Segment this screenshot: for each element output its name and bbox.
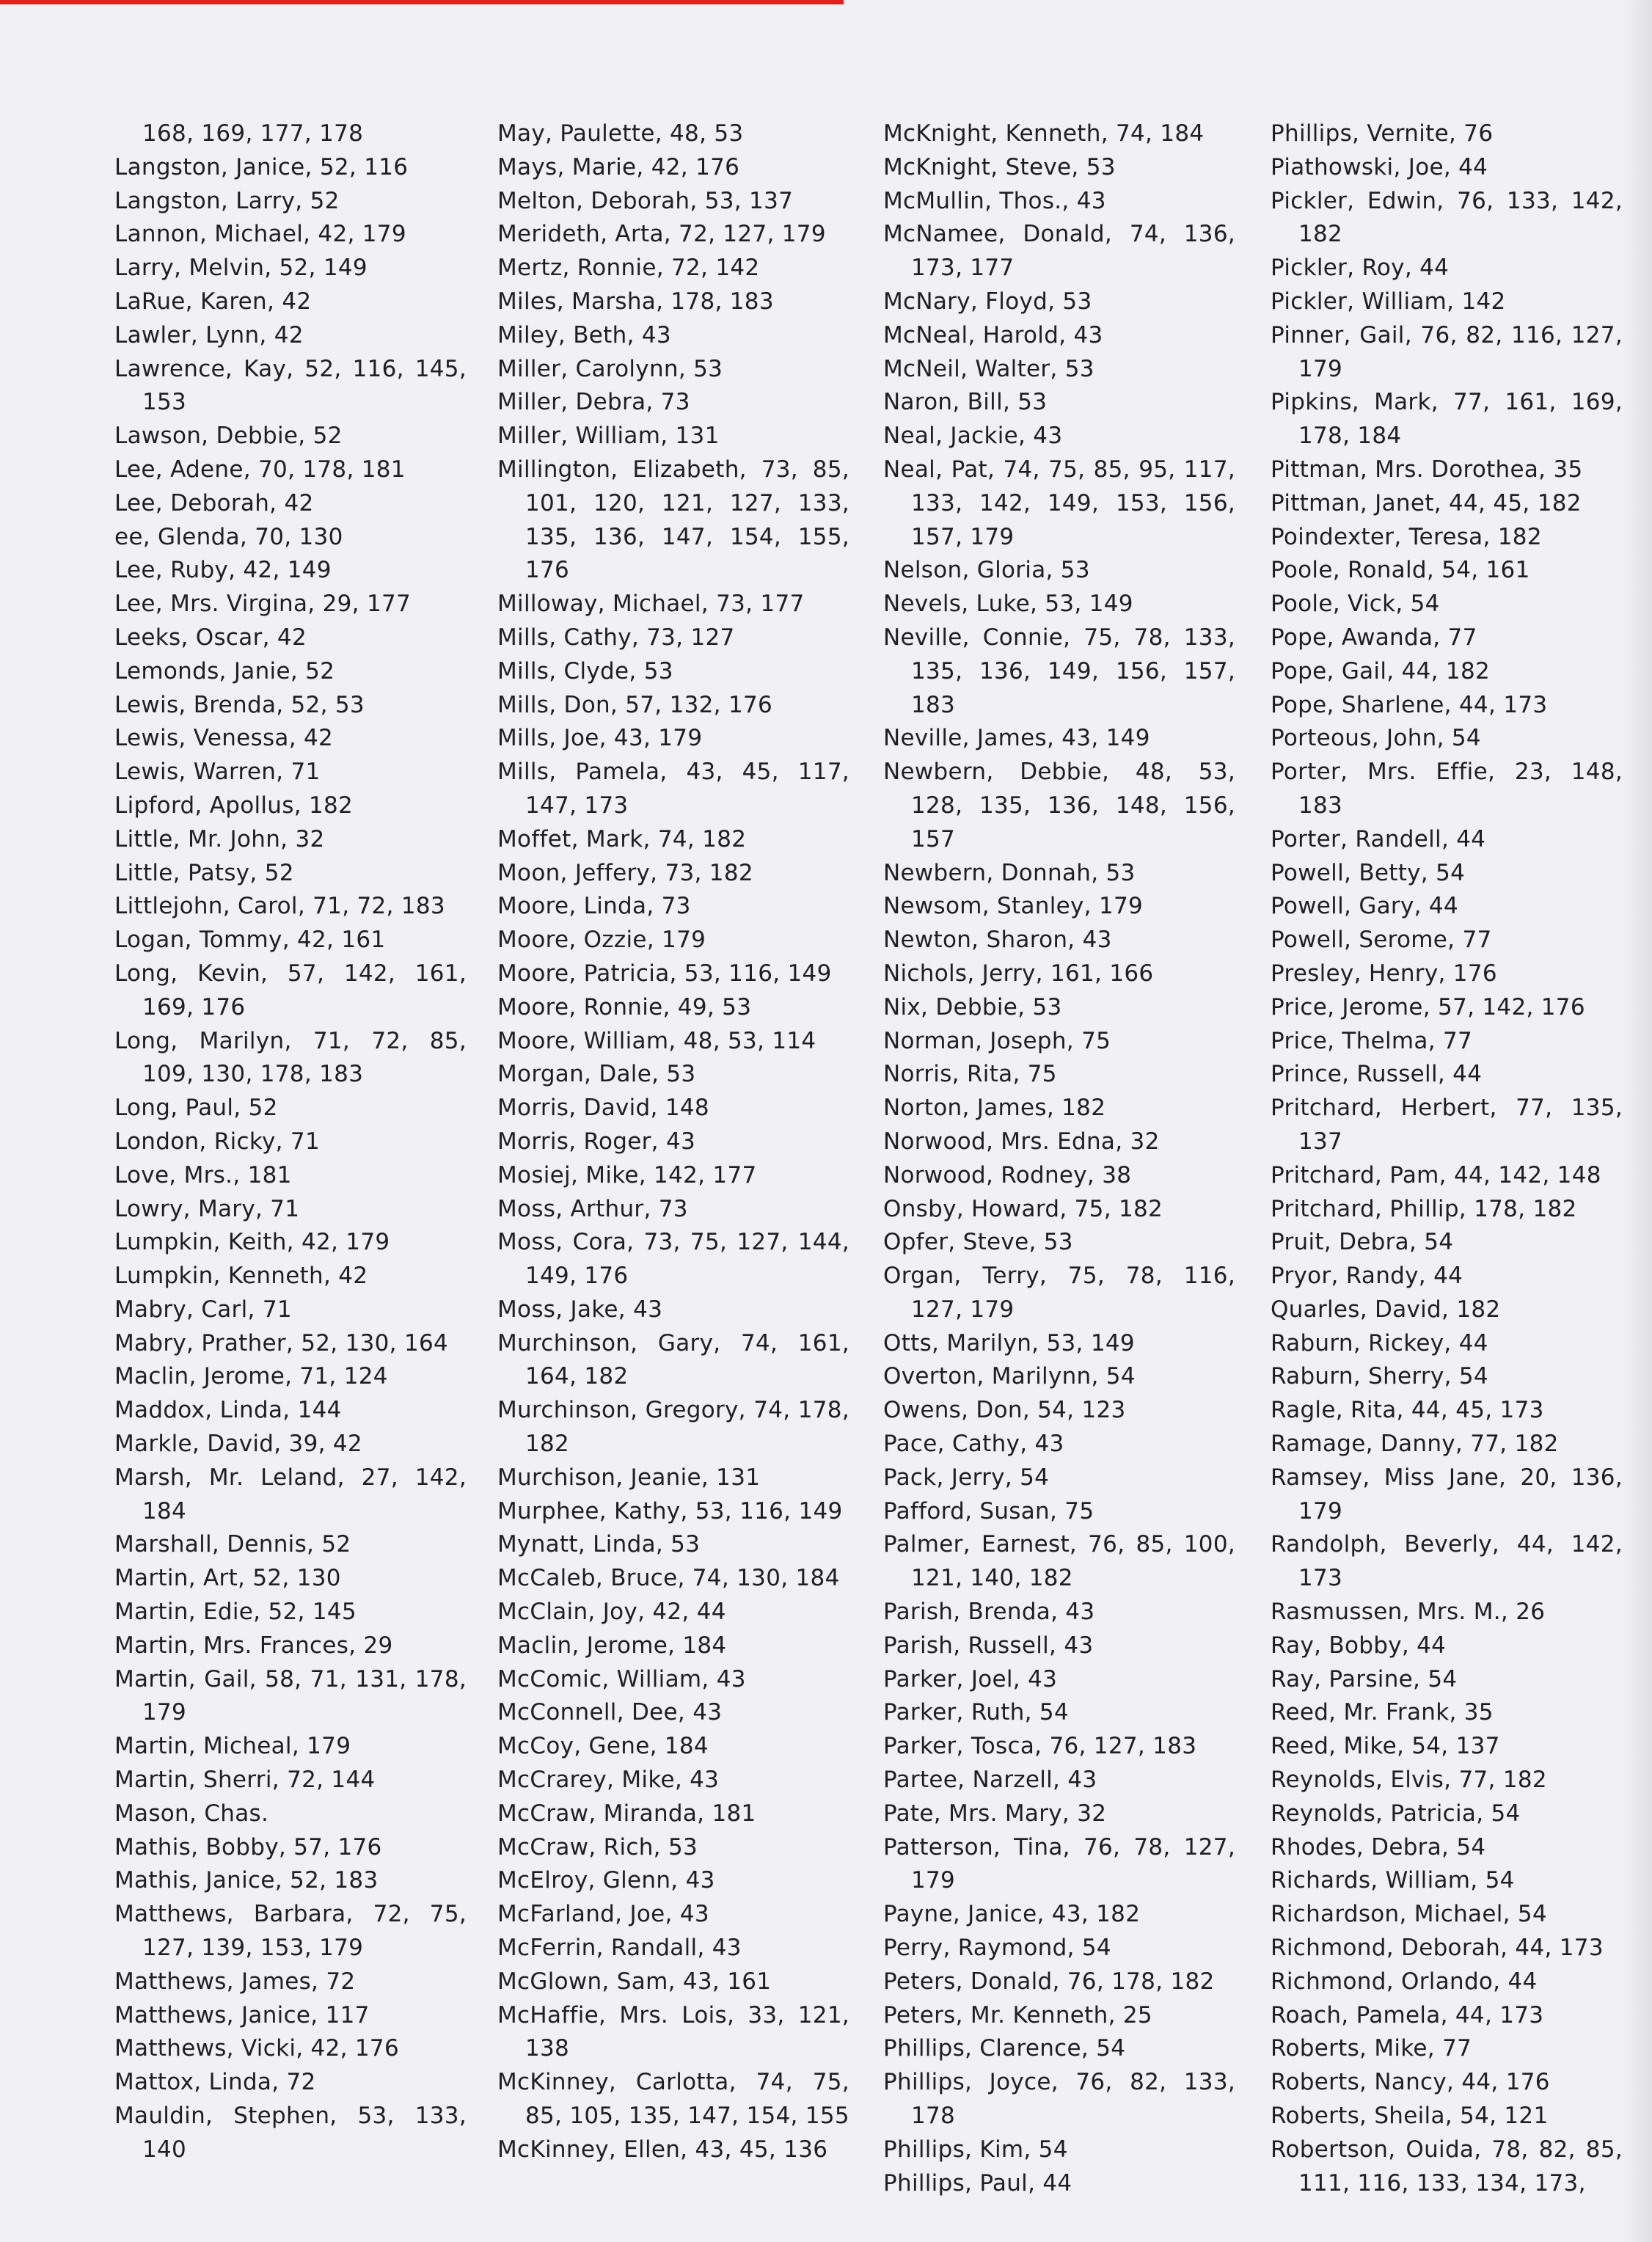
index-entry: May, Paulette, 48, 53 <box>497 120 744 147</box>
index-entry: Merideth, Arta, 72, 127, 179 <box>497 221 826 248</box>
index-entry: 168, 169, 177, 178 <box>142 120 364 147</box>
index-entry: Pritchard, Phillip, 178, 182 <box>1271 1195 1577 1222</box>
index-entry: Phillips, Clarence, 54 <box>883 2035 1126 2062</box>
index-entry: Porter, Mrs. Effie, 23, 148, 183 <box>1271 759 1623 819</box>
index-entry: Morris, David, 148 <box>497 1095 709 1122</box>
index-entry: McCaleb, Bruce, 74, 130, 184 <box>497 1565 840 1592</box>
index-entry: Ramage, Danny, 77, 182 <box>1271 1431 1559 1458</box>
index-column-2 <box>497 117 849 2167</box>
index-entry: Parker, Joel, 43 <box>883 1665 1058 1693</box>
index-entry: Newbern, Debbie, 48, 53, 128, 135, 136, 148, 156, 157 <box>883 759 1235 852</box>
index-entry: Moon, Jeffery, 73, 182 <box>497 859 753 886</box>
index-entry: Roberts, Sheila, 54, 121 <box>1271 2103 1549 2130</box>
index-entry: Opfer, Steve, 53 <box>883 1229 1073 1256</box>
index-entry: Martin, Micheal, 179 <box>114 1733 351 1760</box>
index-entry: Mabry, Carl, 71 <box>114 1296 292 1323</box>
index-entry: Morris, Roger, 43 <box>497 1128 695 1155</box>
index-entry: Miley, Beth, 43 <box>497 321 671 348</box>
index-entry: McMullin, Thos., 43 <box>883 187 1106 214</box>
index-entry: Newsom, Stanley, 179 <box>883 893 1144 920</box>
index-entry: Palmer, Earnest, 76, 85, 100, 121, 140, 182 <box>883 1531 1235 1592</box>
index-entry: Pope, Sharlene, 44, 173 <box>1271 691 1548 718</box>
index-entry: Mauldin, Stephen, 53, 133, 140 <box>114 2103 467 2163</box>
index-entry: Lipford, Apollus, 182 <box>114 792 354 819</box>
index-entry: Phillips, Paul, 44 <box>883 2169 1072 2197</box>
index-entry: Presley, Henry, 176 <box>1271 960 1497 987</box>
index-entry: Pritchard, Pam, 44, 142, 148 <box>1271 1161 1601 1188</box>
index-entry: Pack, Jerry, 54 <box>883 1464 1050 1491</box>
index-entry: Love, Mrs., 181 <box>114 1161 292 1188</box>
index-entry: Murchinson, Gregory, 74, 178, 182 <box>497 1397 849 1458</box>
index-entry: Mills, Cathy, 73, 127 <box>497 624 735 651</box>
index-entry: Long, Paul, 52 <box>114 1095 278 1122</box>
top-edge-stripe <box>0 0 844 4</box>
index-entry: Peters, Donald, 76, 178, 182 <box>883 1968 1215 1995</box>
index-entry: Martin, Art, 52, 130 <box>114 1565 341 1592</box>
index-entry: Moss, Arthur, 73 <box>497 1195 688 1222</box>
index-entry: Mason, Chas. <box>114 1800 269 1827</box>
index-entry: McKinney, Carlotta, 74, 75, 85, 105, 135, 147, 154, 155 <box>497 2069 849 2130</box>
index-entry: Patterson, Tina, 76, 78, 127, 179 <box>883 1833 1235 1894</box>
index-entry: Newton, Sharon, 43 <box>883 927 1112 954</box>
index-entry: Lee, Mrs. Virgina, 29, 177 <box>114 591 412 618</box>
index-entry: Partee, Narzell, 43 <box>883 1767 1097 1794</box>
index-entry: Piathowski, Joe, 44 <box>1271 153 1488 180</box>
index-entry: Poole, Ronald, 54, 161 <box>1271 557 1530 584</box>
index-entry: Lemonds, Janie, 52 <box>114 657 335 684</box>
index-entry: Robertson, Ouida, 78, 82, 85, 111, 116, 133, 134, 173, <box>1271 2136 1623 2197</box>
index-entry: Phillips, Kim, 54 <box>883 2136 1068 2163</box>
index-entry: Lee, Adene, 70, 178, 181 <box>114 456 406 483</box>
index-entry: Quarles, David, 182 <box>1271 1296 1501 1323</box>
index-entry: Mays, Marie, 42, 176 <box>497 153 740 180</box>
index-entry: Naron, Bill, 53 <box>883 389 1048 416</box>
index-entry: Miller, Debra, 73 <box>497 389 690 416</box>
index-entry: Neville, Connie, 75, 78, 133, 135, 136, 149, 156, 157, 183 <box>883 624 1235 718</box>
index-entry: LaRue, Karen, 42 <box>114 288 312 315</box>
index-entry: Lewis, Brenda, 52, 53 <box>114 691 365 718</box>
index-entry: Norwood, Mrs. Edna, 32 <box>883 1128 1160 1155</box>
page-edge-shadow <box>1623 0 1652 2242</box>
index-entry: McNamee, Donald, 74, 136, 173, 177 <box>883 221 1235 282</box>
index-entry: Lawrence, Kay, 52, 116, 145, 153 <box>114 355 467 416</box>
index-entry: Peters, Mr. Kenneth, 25 <box>883 2001 1152 2029</box>
index-entry: Lewis, Warren, 71 <box>114 759 321 786</box>
index-entry: Raburn, Rickey, 44 <box>1271 1329 1488 1356</box>
index-entry: Neal, Jackie, 43 <box>883 423 1063 450</box>
index-entry: McConnell, Dee, 43 <box>497 1699 723 1726</box>
index-entry: Porter, Randell, 44 <box>1271 825 1486 852</box>
index-entry: Roberts, Mike, 77 <box>1271 2035 1472 2062</box>
index-entry: Otts, Marilyn, 53, 149 <box>883 1329 1135 1356</box>
index-entry: Price, Thelma, 77 <box>1271 1027 1473 1054</box>
index-entry: Long, Marilyn, 71, 72, 85, 109, 130, 178, 183 <box>114 1027 467 1088</box>
index-entry: Lawson, Debbie, 52 <box>114 423 343 450</box>
index-entry: Pritchard, Herbert, 77, 135, 137 <box>1271 1095 1623 1155</box>
index-entry: Richmond, Deborah, 44, 173 <box>1271 1935 1604 1962</box>
index-entry: Mabry, Prather, 52, 130, 164 <box>114 1329 449 1356</box>
index-entry: Marshall, Dennis, 52 <box>114 1531 351 1558</box>
index-entry: London, Ricky, 71 <box>114 1128 320 1155</box>
index-entry: Long, Kevin, 57, 142, 161, 169, 176 <box>114 960 467 1020</box>
index-entry: Reynolds, Elvis, 77, 182 <box>1271 1767 1547 1794</box>
index-entry: Roach, Pamela, 44, 173 <box>1271 2001 1544 2029</box>
index-entry: Ragle, Rita, 44, 45, 173 <box>1271 1397 1544 1424</box>
index-entry: McNary, Floyd, 53 <box>883 288 1092 315</box>
index-entry: Pryor, Randy, 44 <box>1271 1263 1463 1290</box>
index-entry: Perry, Raymond, 54 <box>883 1935 1111 1962</box>
index-entry: Mills, Joe, 43, 179 <box>497 725 703 752</box>
index-entry: Rasmussen, Mrs. M., 26 <box>1271 1599 1546 1626</box>
index-entry: Price, Jerome, 57, 142, 176 <box>1271 993 1585 1020</box>
index-entry: Pickler, Roy, 44 <box>1271 255 1450 282</box>
index-entry: Melton, Deborah, 53, 137 <box>497 187 794 214</box>
index-entry: Martin, Mrs. Frances, 29 <box>114 1632 393 1659</box>
index-entry: Lowry, Mary, 71 <box>114 1195 300 1222</box>
index-entry: Owens, Don, 54, 123 <box>883 1397 1126 1424</box>
index-entry: Pinner, Gail, 76, 82, 116, 127, 179 <box>1271 321 1623 382</box>
index-entry: Phillips, Joyce, 76, 82, 133, 178 <box>883 2069 1235 2130</box>
index-entry: Parish, Russell, 43 <box>883 1632 1094 1659</box>
index-entry: Poindexter, Teresa, 182 <box>1271 523 1542 550</box>
index-entry: Mynatt, Linda, 53 <box>497 1531 701 1558</box>
index-entry: Richmond, Orlando, 44 <box>1271 1968 1538 1995</box>
index-entry: Mattox, Linda, 72 <box>114 2069 316 2096</box>
index-entry: Powell, Betty, 54 <box>1271 859 1466 886</box>
index-entry: Norman, Joseph, 75 <box>883 1027 1111 1054</box>
index-entry: Larry, Melvin, 52, 149 <box>114 255 368 282</box>
index-entry: ee, Glenda, 70, 130 <box>114 523 343 550</box>
index-entry: Pope, Awanda, 77 <box>1271 624 1477 651</box>
index-entry: McFerrin, Randall, 43 <box>497 1935 742 1962</box>
index-entry: McNeal, Harold, 43 <box>883 321 1103 348</box>
index-entry: Leeks, Oscar, 42 <box>114 624 307 651</box>
index-entry: Richards, William, 54 <box>1271 1867 1515 1894</box>
index-entry: Payne, Janice, 43, 182 <box>883 1901 1141 1928</box>
index-entry: McCrarey, Mike, 43 <box>497 1767 720 1794</box>
index-entry: Little, Patsy, 52 <box>114 859 294 886</box>
index-entry: Norwood, Rodney, 38 <box>883 1161 1132 1188</box>
index-entry: Nevels, Luke, 53, 149 <box>883 591 1133 618</box>
index-entry: Mills, Clyde, 53 <box>497 657 673 684</box>
index-entry: Phillips, Vernite, 76 <box>1271 120 1494 147</box>
index-entry: Maddox, Linda, 144 <box>114 1397 342 1424</box>
index-entry: Ray, Parsine, 54 <box>1271 1665 1458 1693</box>
index-entry: McKnight, Kenneth, 74, 184 <box>883 120 1205 147</box>
index-entry: Miles, Marsha, 178, 183 <box>497 288 774 315</box>
index-entry: McCraw, Miranda, 181 <box>497 1800 756 1827</box>
index-entry: Pruit, Debra, 54 <box>1271 1229 1454 1256</box>
index-entry: Moss, Jake, 43 <box>497 1296 663 1323</box>
index-entry: Mills, Don, 57, 132, 176 <box>497 691 773 718</box>
index-entry: Miller, Carolynn, 53 <box>497 355 723 382</box>
index-entry: Matthews, Vicki, 42, 176 <box>114 2035 399 2062</box>
index-entry: Martin, Gail, 58, 71, 131, 178, 179 <box>114 1665 467 1726</box>
index-entry: Pate, Mrs. Mary, 32 <box>883 1800 1107 1827</box>
index-entry: McHaffie, Mrs. Lois, 33, 121, 138 <box>497 2001 849 2062</box>
index-entry: Moore, William, 48, 53, 114 <box>497 1027 816 1054</box>
index-entry: Parker, Ruth, 54 <box>883 1699 1069 1726</box>
index-entry: Pittman, Janet, 44, 45, 182 <box>1271 489 1582 516</box>
index-entry: McNeil, Walter, 53 <box>883 355 1094 382</box>
index-entry: Nix, Debbie, 53 <box>883 993 1062 1020</box>
index-entry: Matthews, Janice, 117 <box>114 2001 370 2029</box>
index-entry: Parish, Brenda, 43 <box>883 1599 1095 1626</box>
index-entry: Parker, Tosca, 76, 127, 183 <box>883 1733 1197 1760</box>
index-entry: Newbern, Donnah, 53 <box>883 859 1136 886</box>
index-entry: Nichols, Jerry, 161, 166 <box>883 960 1154 987</box>
index-entry: Martin, Sherri, 72, 144 <box>114 1767 376 1794</box>
index-column-1 <box>114 117 467 2167</box>
index-entry: Moffet, Mark, 74, 182 <box>497 825 747 852</box>
index-entry: Lewis, Venessa, 42 <box>114 725 334 752</box>
index-entry: Matthews, James, 72 <box>114 1968 356 1995</box>
index-entry: Ramsey, Miss Jane, 20, 136, 179 <box>1271 1464 1623 1525</box>
index-entry: Morgan, Dale, 53 <box>497 1061 696 1088</box>
index-column-4 <box>1271 117 1623 2200</box>
index-entry: Littlejohn, Carol, 71, 72, 183 <box>114 893 445 920</box>
index-entry: Neville, James, 43, 149 <box>883 725 1150 752</box>
index-entry: Pace, Cathy, 43 <box>883 1431 1064 1458</box>
index-entry: Murchison, Jeanie, 131 <box>497 1464 761 1491</box>
index-entry: Murphee, Kathy, 53, 116, 149 <box>497 1497 843 1525</box>
index-entry: Martin, Edie, 52, 145 <box>114 1599 357 1626</box>
index-entry: Onsby, Howard, 75, 182 <box>883 1195 1163 1222</box>
index-entry: Lumpkin, Kenneth, 42 <box>114 1263 368 1290</box>
index-entry: McFarland, Joe, 43 <box>497 1901 709 1928</box>
index-entry: Norris, Rita, 75 <box>883 1061 1057 1088</box>
index-entry: McComic, William, 43 <box>497 1665 746 1693</box>
index-entry: Reed, Mr. Frank, 35 <box>1271 1699 1494 1726</box>
index-entry: Millington, Elizabeth, 73, 85, 101, 120, 121, 127, 133, 135, 136, 147, 154, 155, 176 <box>497 456 849 584</box>
index-entry: Langston, Janice, 52, 116 <box>114 153 409 180</box>
index-entry: Lee, Deborah, 42 <box>114 489 314 516</box>
index-entry: Langston, Larry, 52 <box>114 187 340 214</box>
index-entry: Ray, Bobby, 44 <box>1271 1632 1447 1659</box>
index-entry: Norton, James, 182 <box>883 1095 1106 1122</box>
index-entry: Pittman, Mrs. Dorothea, 35 <box>1271 456 1583 483</box>
index-entry: McCoy, Gene, 184 <box>497 1733 709 1760</box>
index-entry: Mathis, Janice, 52, 183 <box>114 1867 379 1894</box>
index-entry: Maclin, Jerome, 184 <box>497 1632 727 1659</box>
index-entry: Milloway, Michael, 73, 177 <box>497 591 805 618</box>
index-entry: Logan, Tommy, 42, 161 <box>114 927 386 954</box>
index-entry: Moss, Cora, 73, 75, 127, 144, 149, 176 <box>497 1229 849 1290</box>
index-entry: Moore, Patricia, 53, 116, 149 <box>497 960 832 987</box>
index-entry: Marsh, Mr. Leland, 27, 142, 184 <box>114 1464 467 1525</box>
index-entry: Neal, Pat, 74, 75, 85, 95, 117, 133, 142, 149, 153, 156, 157, 179 <box>883 456 1235 550</box>
index-entry: Moore, Ozzie, 179 <box>497 927 706 954</box>
index-entry: Miller, William, 131 <box>497 423 720 450</box>
index-entry: Pafford, Susan, 75 <box>883 1497 1094 1525</box>
index-entry: Moore, Ronnie, 49, 53 <box>497 993 752 1020</box>
index-entry: Organ, Terry, 75, 78, 116, 127, 179 <box>883 1263 1235 1323</box>
index-entry: Randolph, Beverly, 44, 142, 173 <box>1271 1531 1623 1592</box>
index-entry: Powell, Gary, 44 <box>1271 893 1458 920</box>
index-entry: Roberts, Nancy, 44, 176 <box>1271 2069 1550 2096</box>
index-entry: Mertz, Ronnie, 72, 142 <box>497 255 760 282</box>
index-entry: McKnight, Steve, 53 <box>883 153 1116 180</box>
index-entry: Reynolds, Patricia, 54 <box>1271 1800 1521 1827</box>
index-entry: Reed, Mike, 54, 137 <box>1271 1733 1500 1760</box>
index-entry: Powell, Serome, 77 <box>1271 927 1492 954</box>
index-entry: Rhodes, Debra, 54 <box>1271 1833 1486 1861</box>
index-entry: Pickler, William, 142 <box>1271 288 1506 315</box>
index-entry: Raburn, Sherry, 54 <box>1271 1363 1488 1390</box>
index-entry: Mathis, Bobby, 57, 176 <box>114 1833 382 1861</box>
index-entry: Pickler, Edwin, 76, 133, 142, 182 <box>1271 187 1623 248</box>
index-entry: Prince, Russell, 44 <box>1271 1061 1483 1088</box>
index-entry: Murchinson, Gary, 74, 161, 164, 182 <box>497 1329 849 1390</box>
index-entry: McElroy, Glenn, 43 <box>497 1867 715 1894</box>
index-entry: Lee, Ruby, 42, 149 <box>114 557 332 584</box>
index-entry: Porteous, John, 54 <box>1271 725 1481 752</box>
index-entry: Poole, Vick, 54 <box>1271 591 1440 618</box>
index-entry: Overton, Marilynn, 54 <box>883 1363 1136 1390</box>
index-entry: Mosiej, Mike, 142, 177 <box>497 1161 757 1188</box>
index-entry: Maclin, Jerome, 71, 124 <box>114 1363 388 1390</box>
index-entry: McClain, Joy, 42, 44 <box>497 1599 726 1626</box>
index-entry: Pipkins, Mark, 77, 161, 169, 178, 184 <box>1271 389 1623 450</box>
index-entry: Little, Mr. John, 32 <box>114 825 325 852</box>
index-entry: Nelson, Gloria, 53 <box>883 557 1090 584</box>
index-column-3 <box>883 117 1235 2200</box>
index-entry: McCraw, Rich, 53 <box>497 1833 698 1861</box>
index-entry: Mills, Pamela, 43, 45, 117, 147, 173 <box>497 759 849 819</box>
index-entry: Markle, David, 39, 42 <box>114 1431 362 1458</box>
index-entry: Lannon, Michael, 42, 179 <box>114 221 406 248</box>
index-entry: Moore, Linda, 73 <box>497 893 691 920</box>
index-entry: Richardson, Michael, 54 <box>1271 1901 1547 1928</box>
index-entry: Pope, Gail, 44, 182 <box>1271 657 1490 684</box>
index-entry: Lumpkin, Keith, 42, 179 <box>114 1229 390 1256</box>
index-entry: McGlown, Sam, 43, 161 <box>497 1968 772 1995</box>
index-entry: Lawler, Lynn, 42 <box>114 321 304 348</box>
index-entry: McKinney, Ellen, 43, 45, 136 <box>497 2136 828 2163</box>
index-entry: Matthews, Barbara, 72, 75, 127, 139, 153, 179 <box>114 1901 467 1962</box>
